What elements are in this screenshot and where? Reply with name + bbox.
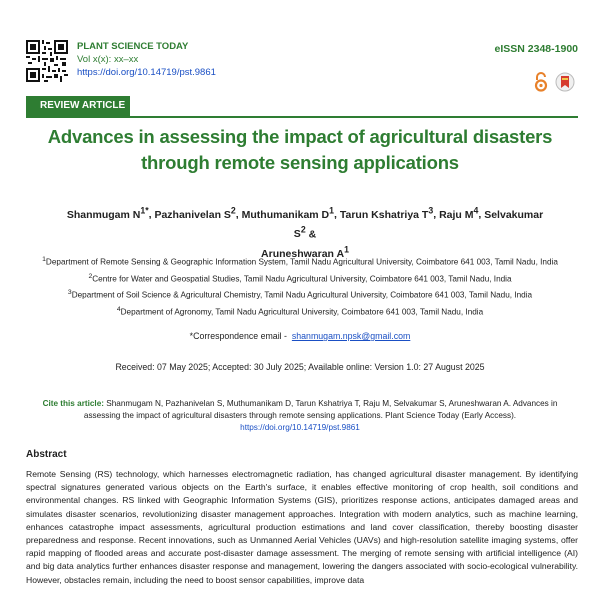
author: Tarun Kshatriya $T^3$ [339, 205, 434, 221]
cite-doi-link[interactable]: https://doi.org/10.14719/pst.9861 [240, 423, 360, 432]
header-icons [533, 72, 575, 92]
open-access-icon[interactable] [533, 72, 549, 92]
affiliation: $^1$Department of Remote Sensing & Geographic Information System, Tamil Nadu Agricultural University, Coimbatore 641 003, Tamil Nadu, India [42, 256, 558, 267]
author: Muthumanikam $D^1$ [241, 205, 335, 221]
affiliations [30, 253, 570, 320]
journal-volume: Vol x(x): xx–xx [77, 54, 139, 65]
affiliation: $^4$Department of Agronomy, Tamil Nadu Agricultural University, Coimbatore 641 003, Tamil Nadu, India [116, 306, 484, 317]
cite-label: Cite this article: [42, 399, 104, 408]
title-line-1: Advances in assessing the impact of agricultural disasters [47, 126, 553, 147]
crossmark-icon[interactable] [555, 72, 575, 92]
journal-info [77, 40, 216, 79]
author-list: Shanmugam $N^{1*}$, Pazhanivelan $S^2$, Muthumanikam $D^1$, Tarun Kshatriya $T^3$, Raju $M^4$, Selvakumar $S^2$ & Aruneshwaran $A^1$ [66, 205, 544, 260]
title-line-2: through remote sensing applications [141, 152, 459, 173]
correspondence-label: *Correspondence email - [189, 331, 287, 341]
header-divider [26, 116, 578, 118]
journal-name: PLANT SCIENCE TODAY [77, 41, 189, 52]
author: Aruneshwaran $A^1$ [261, 244, 349, 260]
affiliation: $^3$Department of Soil Science & Agricultural Chemistry, Tamil Nadu Agricultural University, Coimbatore 641 003, Tamil Nadu, India [67, 289, 533, 301]
author: Selvakumar $S^2$ [293, 208, 544, 240]
issn: eISSN 2348-1900 [494, 43, 578, 55]
citation [30, 398, 570, 434]
author: Raju $M^4$ [439, 205, 479, 221]
article-dates: Received: 07 May 2025; Accepted: 30 July 2025; Available online: Version 1.0: 27 August 2025 [115, 362, 485, 372]
abstract-text: Remote Sensing (RS) technology, which harnesses electromagnetic radiation, has changed agricultural disaster management. By identifying spectral signatures generated various objects on the Earth's surface, it enables effective monitoring of crop health, soil conditions and environmental changes. RS linked with Geographic Information Systems (GIS), prioritizes response actions, anticipates damaged areas and simulates disaster scenarios, revolutionizing disaster management approaches. Integration with modern analytics, such as machine learning, enhances catastrophe impact assessments, agricultural production estimations and land cover classification, thereby boosting disaster preparedness and response. Recent innovations, such as Unmanned Aerial Vehicles (UAVs) and high-resolution satellite imaging systems, offer rapid mapping of flooded areas and accurate post-disaster damage assessment. The merging of remote sensing with artificial intelligence (AI) and big data analytics further enhances disaster response and management, lowering the dangers associated with socio-ecological vulnerability. However, obstacles remain, including the need to boost sensor capabilities, improve data [26, 469, 578, 585]
correspondence [0, 331, 600, 341]
qr-code-icon [26, 40, 68, 82]
journal-doi-link[interactable]: https://doi.org/10.14719/pst.9861 [77, 67, 216, 78]
review-article-badge: REVIEW ARTICLE [26, 96, 130, 116]
article-title [40, 124, 560, 176]
affiliation: $^2$Centre for Water and Geospatial Studies, Tamil Nadu Agricultural University, Coimbatore 641 003, Tamil Nadu, India [88, 272, 512, 284]
correspondence-email-link[interactable]: shanmugam.npsk@gmail.com [291, 331, 411, 341]
author: Pazhanivelan $S^2$ [154, 205, 236, 221]
abstract-heading: Abstract [26, 449, 67, 460]
cite-text: Shanmugam N, Pazhanivelan S, Muthumanikam D, Tarun Kshatriya T, Raju M, Selvakumar S, Aruneshwaran A. Advances in assessing the impact of agricultural disasters through remote sensing applications. Plant Science Today (Early Access). [83, 399, 558, 420]
author: Shanmugam $N^{1*}$ [66, 205, 149, 221]
